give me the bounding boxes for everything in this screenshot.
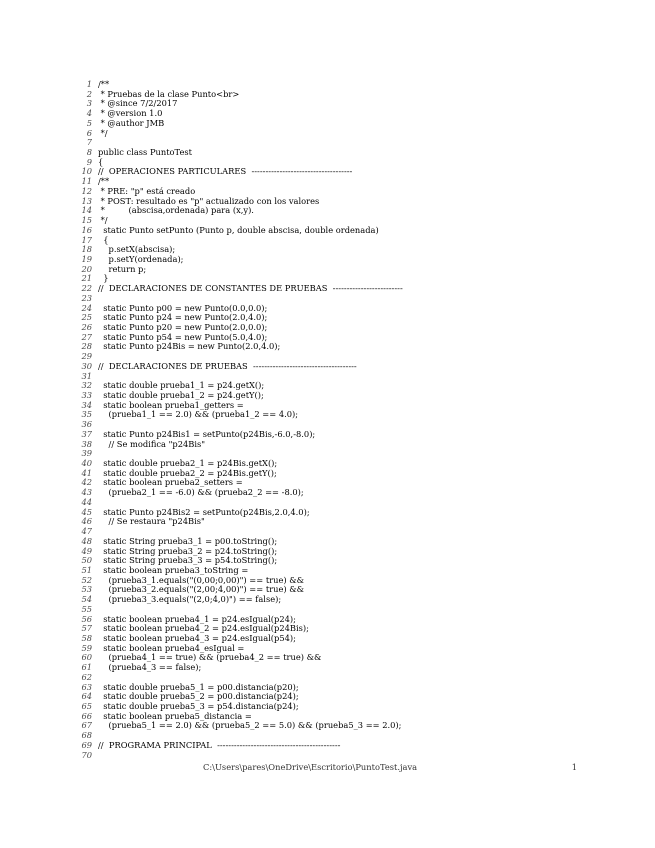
line-text: (prueba4_1 == true) && (prueba4_2 == true) &&	[98, 653, 322, 663]
code-line	[72, 323, 632, 333]
line-text	[98, 449, 632, 459]
line-text: (prueba4_3 == false);	[98, 663, 202, 673]
code-line	[72, 721, 632, 731]
line-text: (prueba3_2.equals("(2,00;4,00)") == true) &&	[98, 585, 305, 595]
line-number: 46	[81, 516, 92, 527]
line-text: // PROGRAMA PRINCIPAL --------------------------------------------	[98, 740, 341, 750]
line-text: /**	[98, 177, 110, 187]
code-listing	[72, 80, 632, 760]
code-line	[72, 90, 632, 100]
line-number: 54	[81, 594, 92, 605]
line-text: static boolean prueba4_3 = p24.esIgual(p54);	[98, 633, 296, 643]
line-number: 9	[86, 156, 92, 167]
line-number: 21	[81, 273, 92, 284]
line-number: 32	[81, 380, 92, 391]
line-text: // OPERACIONES PARTICULARES ------------------------------------	[98, 167, 353, 177]
line-number: 52	[81, 574, 92, 585]
line-number: 65	[81, 701, 92, 711]
line-text: static boolean prueba2_setters =	[98, 478, 243, 488]
line-number: 56	[81, 613, 92, 624]
line-text	[98, 731, 632, 741]
line-number: 25	[81, 312, 92, 323]
code-line	[72, 634, 632, 644]
line-number: 51	[81, 564, 92, 575]
line-text: // DECLARACIONES DE PRUEBAS -------------------------------------	[98, 361, 357, 371]
line-number: 1	[86, 79, 92, 89]
code-line	[72, 206, 632, 216]
line-number: 49	[81, 545, 92, 556]
code-line	[72, 294, 632, 304]
code-line	[72, 517, 632, 527]
line-text: static double prueba2_1 = p24Bis.getX();	[98, 459, 278, 469]
code-line	[72, 702, 632, 712]
code-line	[72, 119, 632, 129]
line-number: 38	[81, 438, 92, 449]
line-text: static Punto p24Bis1 = setPunto(p24Bis,-6.0,-8.0);	[98, 429, 316, 439]
line-text: * (abscisa,ordenada) para (x,y).	[98, 206, 254, 216]
line-text: static double prueba5_2 = p00.distancia(p24);	[98, 692, 299, 702]
line-number: 24	[81, 302, 92, 313]
line-text: (prueba2_1 == -6.0) && (prueba2_2 == -8.0);	[98, 488, 304, 498]
line-text: static Punto p00 = new Punto(0.0,0.0);	[98, 303, 268, 313]
line-text	[98, 498, 632, 508]
line-number: 23	[81, 292, 92, 303]
line-number: 60	[81, 652, 92, 663]
line-number: 17	[81, 234, 92, 245]
code-line	[72, 663, 632, 673]
code-line	[72, 99, 632, 109]
line-text: (prueba3_3.equals("(2,0;4,0)") == false);	[98, 595, 282, 605]
line-text	[98, 751, 632, 761]
line-number: 7	[86, 137, 92, 148]
line-text: static String prueba3_1 = p00.toString();	[98, 536, 278, 546]
line-number: 39	[81, 448, 92, 459]
code-line	[72, 410, 632, 420]
code-line	[72, 653, 632, 663]
line-number: 11	[81, 176, 92, 187]
line-number: 70	[81, 749, 92, 760]
code-line	[72, 197, 632, 207]
code-line	[72, 420, 632, 430]
line-text: static double prueba5_3 = p54.distancia(p24);	[98, 702, 299, 711]
code-line	[72, 547, 632, 557]
footer-page-number: 1	[571, 762, 577, 772]
code-line	[72, 401, 632, 411]
code-line	[72, 440, 632, 450]
line-text: * Pruebas de la clase Punto<br>	[98, 89, 240, 99]
code-line	[72, 80, 632, 90]
code-line	[72, 430, 632, 440]
line-text: static boolean prueba5_distancia =	[98, 711, 252, 721]
line-number: 28	[81, 341, 92, 352]
code-line	[72, 459, 632, 469]
code-line	[72, 284, 632, 294]
line-number: 37	[81, 428, 92, 439]
line-text	[98, 527, 632, 537]
code-line	[72, 333, 632, 343]
code-line	[72, 615, 632, 625]
line-text: * @author JMB	[98, 118, 165, 128]
line-number: 47	[81, 526, 92, 537]
line-text: static String prueba3_3 = p54.toString();	[98, 556, 278, 566]
line-number: 36	[81, 419, 92, 430]
line-text: static boolean prueba4_2 = p24.esIgual(p24Bis);	[98, 624, 309, 634]
code-line	[72, 187, 632, 197]
line-text: p.setY(ordenada);	[98, 254, 184, 264]
line-number: 18	[81, 244, 92, 255]
footer-file-path: C:\Users\pares\OneDrive\Escritorio\PuntoTest.java	[203, 762, 418, 772]
line-text	[98, 420, 632, 430]
line-number: 29	[81, 351, 92, 362]
code-line	[72, 692, 632, 702]
line-number: 62	[81, 671, 92, 682]
line-number: 5	[86, 117, 92, 128]
line-text: static double prueba5_1 = p00.distancia(p20);	[98, 682, 299, 692]
line-number: 40	[81, 458, 92, 469]
code-line	[72, 537, 632, 547]
line-text: return p;	[98, 264, 147, 274]
code-line	[72, 556, 632, 566]
code-line	[72, 624, 632, 634]
code-line	[72, 372, 632, 382]
line-text: static Punto p24Bis2 = setPunto(p24Bis,2.0,4.0);	[98, 507, 310, 517]
line-number: 4	[86, 108, 92, 119]
code-line	[72, 605, 632, 615]
line-number: 30	[81, 360, 92, 371]
line-text: (prueba3_1.equals("(0,00;0,00)") == true) &&	[98, 575, 305, 585]
line-number: 35	[81, 409, 92, 420]
line-text: static boolean prueba1_getters =	[98, 400, 244, 410]
line-number: 13	[81, 195, 92, 206]
line-number: 68	[81, 730, 92, 741]
page-footer	[0, 761, 655, 773]
line-text: * @since 7/2/2017	[98, 99, 178, 109]
code-line	[72, 381, 632, 391]
code-line	[72, 595, 632, 605]
line-number: 63	[81, 681, 92, 692]
line-number: 16	[81, 224, 92, 235]
line-text: public class PuntoTest	[98, 148, 192, 158]
line-text: static double prueba2_2 = p24Bis.getY();	[98, 468, 277, 478]
line-text: (prueba1_1 == 2.0) && (prueba1_2 == 4.0);	[98, 410, 299, 420]
code-line	[72, 226, 632, 236]
line-number: 55	[81, 603, 92, 614]
code-line	[72, 508, 632, 518]
line-text: static Punto p24 = new Punto(2.0,4.0);	[98, 313, 268, 323]
line-number: 53	[81, 584, 92, 595]
code-line	[72, 216, 632, 226]
line-number: 44	[81, 496, 92, 507]
code-line	[72, 313, 632, 323]
line-text: p.setX(abscisa);	[98, 245, 176, 255]
line-number: 26	[81, 321, 92, 332]
line-number: 19	[81, 253, 92, 264]
code-line	[72, 129, 632, 139]
line-number: 31	[81, 370, 92, 381]
line-number: 41	[81, 467, 92, 478]
line-number: 67	[81, 720, 92, 731]
code-line	[72, 255, 632, 265]
line-text	[98, 138, 632, 148]
code-line	[72, 478, 632, 488]
line-number: 14	[81, 205, 92, 216]
code-line	[72, 644, 632, 654]
code-line	[72, 741, 632, 751]
line-text: */	[98, 216, 108, 226]
line-text: {	[98, 235, 109, 245]
line-number: 2	[86, 88, 92, 99]
line-text	[98, 294, 632, 304]
code-line	[72, 138, 632, 148]
code-line	[72, 362, 632, 372]
line-text: * POST: resultado es "p" actualizado con los valores	[98, 196, 320, 206]
line-number: 59	[81, 642, 92, 653]
line-text: static double prueba1_2 = p24.getY();	[98, 391, 264, 400]
line-number: 34	[81, 399, 92, 410]
line-number: 12	[81, 185, 92, 196]
line-text: // Se restaura "p24Bis"	[98, 517, 205, 527]
line-text: // DECLARACIONES DE CONSTANTES DE PRUEBAS -------------------------	[98, 284, 403, 294]
line-text	[98, 372, 632, 382]
line-number: 22	[81, 283, 92, 294]
code-line	[72, 527, 632, 537]
line-number: 3	[86, 98, 92, 109]
line-text: static String prueba3_2 = p24.toString();	[98, 546, 278, 556]
line-number: 43	[81, 487, 92, 498]
code-line	[72, 265, 632, 275]
line-number: 64	[81, 691, 92, 702]
line-text: static boolean prueba4_1 = p24.esIgual(p24);	[98, 614, 296, 624]
line-text: static Punto p20 = new Punto(2.0,0.0);	[98, 322, 268, 332]
line-number: 20	[81, 263, 92, 274]
code-line	[72, 109, 632, 119]
line-number: 57	[81, 623, 92, 634]
line-number: 8	[86, 147, 92, 158]
line-text: * @version 1.0	[98, 109, 163, 119]
line-text: (prueba5_1 == 2.0) && (prueba5_2 == 5.0) && (prueba5_3 == 2.0);	[98, 721, 402, 731]
line-text: {	[98, 157, 104, 167]
line-text	[98, 605, 632, 615]
code-line	[72, 304, 632, 314]
line-number: 15	[81, 215, 92, 226]
code-line	[72, 274, 632, 284]
code-line	[72, 449, 632, 459]
code-line	[72, 158, 632, 168]
code-line	[72, 683, 632, 693]
code-line	[72, 245, 632, 255]
line-number: 61	[81, 662, 92, 673]
line-text	[98, 352, 632, 362]
line-text: }	[98, 274, 109, 284]
line-text: * PRE: "p" está creado	[98, 186, 196, 196]
line-number: 69	[81, 739, 92, 750]
code-line	[72, 148, 632, 158]
code-line	[72, 673, 632, 683]
line-number: 10	[81, 166, 92, 177]
line-text: static Punto p54 = new Punto(5.0,4.0);	[98, 332, 268, 342]
line-number: 33	[81, 390, 92, 400]
line-number: 6	[86, 127, 92, 138]
line-text: // Se modifica "p24Bis"	[98, 439, 206, 449]
code-line	[72, 488, 632, 498]
code-line	[72, 751, 632, 761]
line-text: static Punto p24Bis = new Punto(2.0,4.0);	[98, 342, 281, 352]
code-line	[72, 391, 632, 401]
code-line	[72, 712, 632, 722]
line-text: static Punto setPunto (Punto p, double abscisa, double ordenada)	[98, 225, 379, 235]
line-number: 66	[81, 710, 92, 721]
line-number: 42	[81, 477, 92, 488]
code-line	[72, 566, 632, 576]
code-line	[72, 167, 632, 177]
code-line	[72, 236, 632, 246]
code-line	[72, 498, 632, 508]
line-number: 48	[81, 535, 92, 546]
code-line	[72, 469, 632, 479]
code-line	[72, 177, 632, 187]
line-text: /**	[98, 80, 110, 89]
line-text: static boolean prueba3_toString =	[98, 565, 249, 575]
code-line	[72, 342, 632, 352]
line-text: static boolean prueba4_esIgual =	[98, 643, 245, 653]
line-text: static double prueba1_1 = p24.getX();	[98, 381, 265, 391]
line-number: 45	[81, 506, 92, 517]
line-number: 58	[81, 632, 92, 643]
code-line	[72, 731, 632, 741]
line-number: 27	[81, 331, 92, 342]
line-number: 50	[81, 555, 92, 566]
line-text	[98, 673, 632, 683]
code-line	[72, 352, 632, 362]
code-line	[72, 585, 632, 595]
code-line	[72, 576, 632, 586]
line-text: */	[98, 128, 108, 138]
